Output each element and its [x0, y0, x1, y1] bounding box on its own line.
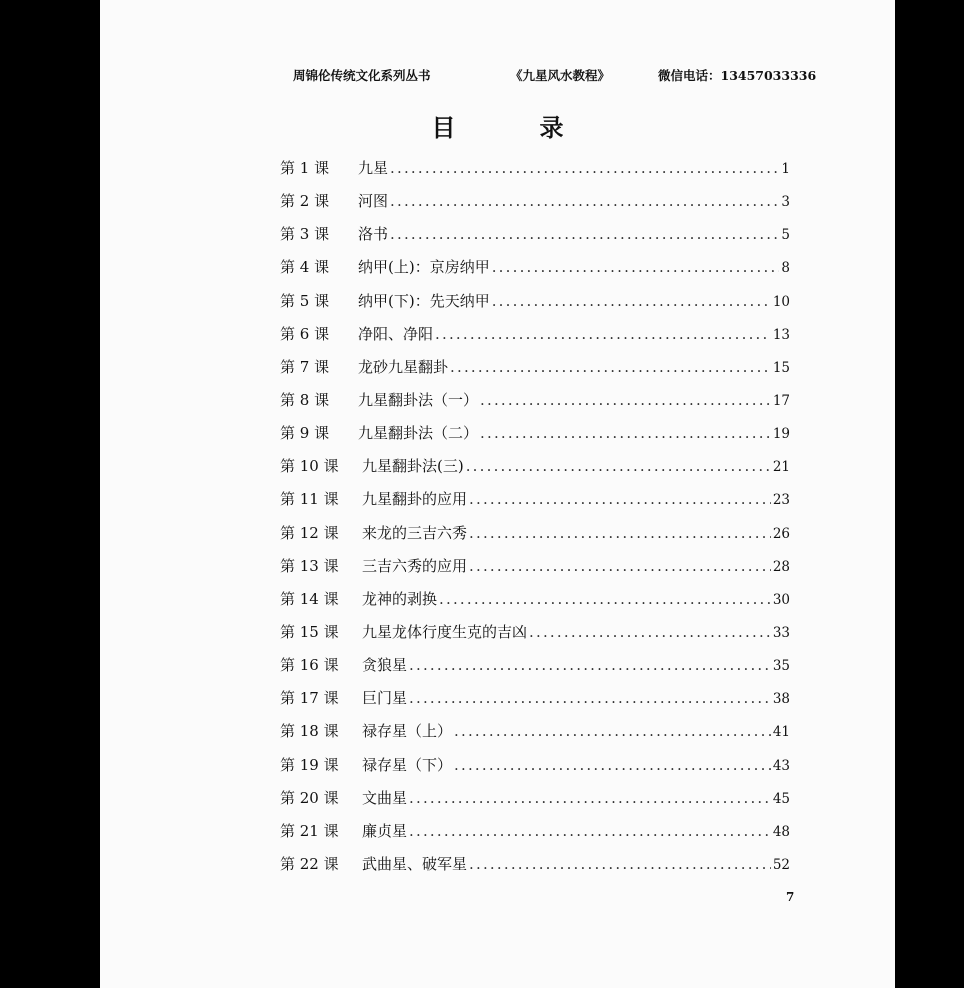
lesson-title: 来龙的三吉六秀 — [362, 523, 468, 542]
toc-entry — [280, 251, 790, 284]
entry-page-number: 28 — [772, 558, 790, 575]
dot-leader — [454, 749, 771, 782]
entry-page-number: 52 — [772, 856, 790, 873]
lesson-title: 龙神的剥换 — [362, 589, 438, 608]
lesson-number: 第 22 课 — [280, 854, 339, 873]
table-of-contents — [280, 152, 790, 881]
entry-page-number: 19 — [772, 426, 790, 443]
entry-page-number: 3 — [781, 194, 790, 211]
lesson-number: 第 15 课 — [280, 622, 339, 641]
entry-page-number: 43 — [772, 757, 790, 774]
lesson-title: 九星龙体行度生克的吉凶 — [362, 622, 528, 641]
lesson-number: 第 19 课 — [280, 755, 339, 774]
lesson-number: 第 9 课 — [280, 424, 330, 443]
toc-entry — [280, 483, 790, 516]
toc-entry — [280, 318, 790, 351]
lesson-number: 第 14 课 — [280, 589, 339, 608]
toc-entry — [280, 450, 790, 483]
dot-leader — [409, 815, 771, 848]
lesson-number: 第 17 课 — [280, 689, 339, 708]
lesson-title: 禄存星（下） — [362, 755, 453, 774]
dot-leader — [409, 649, 771, 682]
toc-entry — [280, 417, 790, 450]
toc-entry — [280, 185, 790, 218]
entry-page-number: 13 — [772, 326, 790, 343]
document-page — [100, 0, 895, 988]
entry-page-number: 23 — [772, 492, 790, 509]
contact-info: 微信电话：13457033336 — [658, 68, 817, 83]
dot-leader — [480, 384, 771, 417]
dot-leader — [466, 450, 771, 483]
entry-page-number: 1 — [781, 161, 790, 177]
toc-entry — [280, 815, 790, 848]
lesson-title: 文曲星 — [362, 788, 408, 807]
entry-page-number: 35 — [772, 658, 790, 675]
toc-entry — [280, 384, 790, 417]
entry-page-number: 48 — [772, 823, 790, 840]
toc-entry — [280, 682, 790, 715]
entry-page-number: 33 — [772, 624, 790, 641]
dot-leader — [450, 351, 771, 384]
toc-entry — [280, 152, 790, 185]
lesson-title: 九星翻卦法（一） — [358, 390, 479, 409]
entry-page-number: 26 — [772, 525, 790, 542]
lesson-title: 禄存星（上） — [362, 722, 453, 741]
lesson-number: 第 18 课 — [280, 722, 339, 741]
lesson-title: 九星翻卦法（二） — [358, 424, 479, 443]
lesson-number: 第 16 课 — [280, 656, 339, 675]
lesson-title: 洛书 — [358, 225, 389, 244]
dot-leader — [492, 251, 780, 284]
lesson-number: 第 5 课 — [280, 291, 330, 310]
lesson-number: 第 20 课 — [280, 788, 339, 807]
dot-leader — [439, 583, 771, 616]
dot-leader — [454, 715, 771, 748]
lesson-number: 第 7 课 — [280, 357, 330, 376]
lesson-number: 第 1 课 — [280, 159, 330, 177]
book-title: 《九星风水教程》 — [510, 68, 611, 83]
toc-entry — [280, 285, 790, 318]
toc-entry — [280, 351, 790, 384]
running-header — [100, 66, 895, 86]
dot-leader — [409, 682, 771, 715]
dot-leader — [390, 185, 779, 218]
dot-leader — [469, 517, 771, 550]
lesson-number: 第 21 课 — [280, 821, 339, 840]
toc-entry — [280, 649, 790, 682]
entry-page-number: 30 — [772, 591, 790, 608]
toc-entry — [280, 715, 790, 748]
lesson-title: 九星翻卦的应用 — [362, 490, 468, 509]
toc-entry — [280, 749, 790, 782]
dot-leader — [390, 152, 779, 185]
lesson-number: 第 8 课 — [280, 390, 330, 409]
toc-entry — [280, 616, 790, 649]
entry-page-number: 17 — [772, 392, 790, 409]
dot-leader — [492, 285, 771, 318]
toc-title: 目 录 — [431, 113, 594, 142]
lesson-title: 九星翻卦法(三) — [362, 457, 464, 476]
lesson-title: 贪狼星 — [362, 656, 408, 675]
lesson-number: 第 12 课 — [280, 523, 339, 542]
entry-page-number: 8 — [781, 260, 790, 277]
lesson-number: 第 3 课 — [280, 225, 330, 244]
toc-entry — [280, 848, 790, 881]
lesson-title: 河图 — [358, 192, 389, 211]
lesson-title: 廉贞星 — [362, 821, 408, 840]
lesson-number: 第 11 课 — [280, 490, 339, 509]
lesson-title: 巨门星 — [362, 689, 408, 708]
series-name: 周锦伦传统文化系列丛书 — [293, 68, 431, 83]
dot-leader — [469, 550, 771, 583]
lesson-number: 第 6 课 — [280, 324, 330, 343]
entry-page-number: 10 — [772, 293, 790, 310]
entry-page-number: 41 — [772, 724, 790, 741]
lesson-title: 纳甲(上)：京房纳甲 — [358, 258, 490, 277]
lesson-title: 三吉六秀的应用 — [362, 556, 468, 575]
dot-leader — [469, 848, 771, 881]
lesson-title: 龙砂九星翻卦 — [358, 357, 449, 376]
toc-entry — [280, 550, 790, 583]
page-number: 7 — [786, 890, 795, 904]
lesson-number: 第 2 课 — [280, 192, 330, 211]
lesson-title: 纳甲(下)：先天纳甲 — [358, 291, 490, 310]
dot-leader — [469, 483, 771, 516]
lesson-number: 第 13 课 — [280, 556, 339, 575]
toc-entry — [280, 517, 790, 550]
lesson-title: 九星 — [358, 159, 389, 177]
dot-leader — [435, 318, 771, 351]
dot-leader — [529, 616, 771, 649]
toc-entry — [280, 583, 790, 616]
dot-leader — [480, 417, 771, 450]
entry-page-number: 21 — [772, 459, 790, 476]
dot-leader — [409, 782, 771, 815]
toc-entry — [280, 782, 790, 815]
lesson-number: 第 10 课 — [280, 457, 339, 476]
entry-page-number: 15 — [772, 359, 790, 376]
lesson-title: 武曲星、破军星 — [362, 854, 468, 873]
entry-page-number: 45 — [772, 790, 790, 807]
entry-page-number: 5 — [781, 227, 790, 244]
dot-leader — [390, 218, 779, 251]
lesson-number: 第 4 课 — [280, 258, 330, 277]
toc-entry — [280, 218, 790, 251]
entry-page-number: 38 — [772, 691, 790, 708]
lesson-title: 净阳、净阳 — [358, 324, 434, 343]
